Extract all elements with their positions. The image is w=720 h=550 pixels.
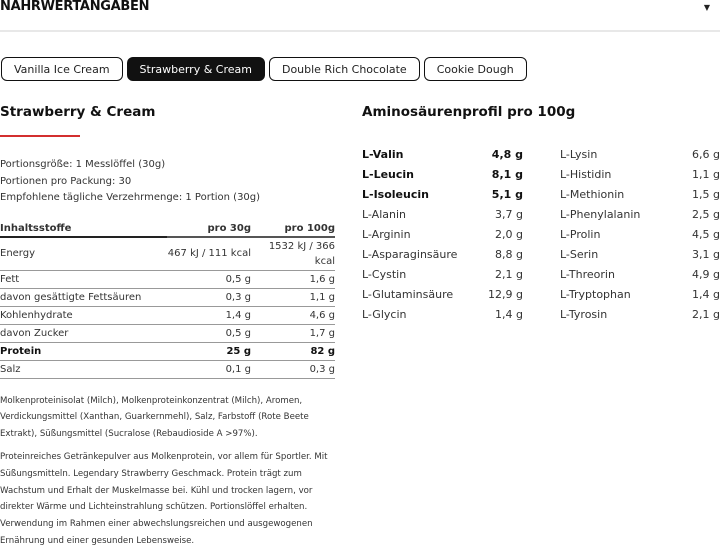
value-per-portion: 467 kJ / 111 kcal: [167, 237, 251, 271]
column-header: pro 30g: [167, 220, 251, 237]
nutrient-name: davon Zucker: [0, 324, 167, 342]
caret-down-icon[interactable]: ▼: [703, 3, 710, 12]
amino-name: L-Valin: [362, 148, 404, 161]
flavor-tabs: [1, 57, 527, 81]
amino-title: Aminosäurenprofil pro 100g: [362, 104, 576, 120]
column-header: pro 100g: [251, 220, 335, 237]
amino-name: L-Arginin: [362, 228, 411, 241]
tab-double-rich-chocolate[interactable]: Double Rich Chocolate: [269, 57, 420, 81]
nutrition-accordion-header[interactable]: [0, 0, 720, 32]
amino-name: L-Tyrosin: [560, 308, 608, 321]
amino-name: L-Phenylalanin: [560, 208, 641, 221]
value-per-100g: 1532 kJ / 366 kcal: [251, 237, 335, 271]
nutrition-table: [0, 220, 335, 379]
amino-name: L-Threorin: [560, 268, 615, 281]
value-per-portion: 0,3 g: [167, 288, 251, 306]
amino-value: 2,1 g: [692, 308, 720, 321]
amino-panel: [362, 104, 720, 325]
table-row: [0, 288, 335, 306]
tab-vanilla-ice-cream[interactable]: Vanilla Ice Cream: [1, 57, 123, 81]
amino-value: 4,5 g: [692, 228, 720, 241]
ingredients-text: Molkenproteinisolat (Milch), Molkenproteinkonzentrat (Milch), Aromen, Verdickungsmittel (Xanthan, Guarkernmehl), Salz, Farbstoff (Rote Beete Extrakt), Süßungsmittel (Sucralose (Rebaudioside A >97%).: [0, 395, 309, 439]
nutrient-name: Energy: [0, 237, 167, 271]
table-row: [0, 237, 335, 271]
nutrition-panel: [0, 104, 335, 550]
value-per-100g: 1,6 g: [251, 270, 335, 288]
value-per-100g: 4,6 g: [251, 306, 335, 324]
title-underline: [0, 135, 80, 137]
product-title: Strawberry & Cream: [0, 104, 156, 120]
amino-name: L-Lysin: [560, 148, 598, 161]
amino-name: L-Asparaginsäure: [362, 248, 458, 261]
amino-name: L-Methionin: [560, 188, 625, 201]
recommended-intake: Empfohlene tägliche Verzehrmenge: 1 Portion (30g): [0, 192, 261, 203]
portion-info: [0, 157, 335, 207]
table-row: [0, 324, 335, 342]
amino-value: 3,1 g: [692, 248, 720, 261]
value-per-portion: 25 g: [167, 342, 251, 360]
amino-column-right: [560, 145, 720, 325]
table-row: [0, 270, 335, 288]
amino-name: L-Glycin: [362, 308, 407, 321]
amino-value: 8,8 g: [495, 248, 523, 261]
amino-value: 3,7 g: [495, 208, 523, 221]
amino-value: 6,6 g: [692, 148, 720, 161]
table-row: [0, 342, 335, 360]
amino-value: 2,0 g: [495, 228, 523, 241]
value-per-100g: 82 g: [251, 342, 335, 360]
amino-value: 4,9 g: [692, 268, 720, 281]
amino-column-left: [362, 145, 523, 325]
amino-value: 4,8 g: [491, 148, 523, 161]
amino-name: L-Leucin: [362, 168, 414, 181]
amino-value: 2,5 g: [692, 208, 720, 221]
section-title: NÄHRWERTANGABEN: [0, 0, 150, 14]
value-per-portion: 1,4 g: [167, 306, 251, 324]
amino-name: L-Tryptophan: [560, 288, 631, 301]
amino-name: L-Cystin: [362, 268, 407, 281]
value-per-100g: 0,3 g: [251, 360, 335, 378]
value-per-100g: 1,1 g: [251, 288, 335, 306]
amino-value: 12,9 g: [488, 288, 523, 301]
portion-size: Portionsgröße: 1 Messlöffel (30g): [0, 159, 166, 170]
value-per-portion: 0,5 g: [167, 270, 251, 288]
amino-name: L-Histidin: [560, 168, 612, 181]
nutrient-name: Salz: [0, 360, 167, 378]
value-per-portion: 0,5 g: [167, 324, 251, 342]
amino-value: 8,1 g: [491, 168, 523, 181]
amino-value: 1,4 g: [495, 308, 523, 321]
amino-name: L-Prolin: [560, 228, 601, 241]
column-header: Inhaltsstoffe: [0, 220, 167, 237]
amino-name: L-Serin: [560, 248, 599, 261]
nutrient-name: Protein: [0, 342, 167, 360]
amino-value: 1,5 g: [692, 188, 720, 201]
tab-cookie-dough[interactable]: Cookie Dough: [424, 57, 527, 81]
amino-name: L-Isoleucin: [362, 188, 429, 201]
product-description: Proteinreiches Getränkepulver aus Molkenprotein, vor allem für Sportler. Mit Süßungsmitteln. Legendary Strawberry Geschmack. Protein trägt zum Wachstum und Erhalt der Muskelmasse bei. Kühl und trocken lagern, vor direkter Wärme und Lichteinstrahlung schützen. Portionslöffel erhalten. Verwendung im Rahmen einer abwechslungsreichen und ausgewogenen Ernährung und einer gesunden Lebensweise.: [0, 452, 328, 546]
value-per-portion: 0,1 g: [167, 360, 251, 378]
table-row: [0, 306, 335, 324]
nutrient-name: davon gesättigte Fettsäuren: [0, 288, 167, 306]
portions-per-pack: Portionen pro Packung: 30: [0, 175, 132, 187]
tab-strawberry-cream[interactable]: Strawberry & Cream: [127, 57, 265, 81]
nutrient-name: Kohlenhydrate: [0, 306, 167, 324]
amino-value: 1,1 g: [692, 168, 720, 181]
amino-value: 1,4 g: [692, 288, 720, 301]
value-per-100g: 1,7 g: [251, 324, 335, 342]
amino-value: 5,1 g: [491, 188, 523, 201]
table-row: [0, 360, 335, 378]
amino-value: 2,1 g: [495, 268, 523, 281]
amino-name: L-Glutaminsäure: [362, 288, 454, 301]
nutrient-name: Fett: [0, 270, 167, 288]
amino-name: L-Alanin: [362, 208, 406, 221]
